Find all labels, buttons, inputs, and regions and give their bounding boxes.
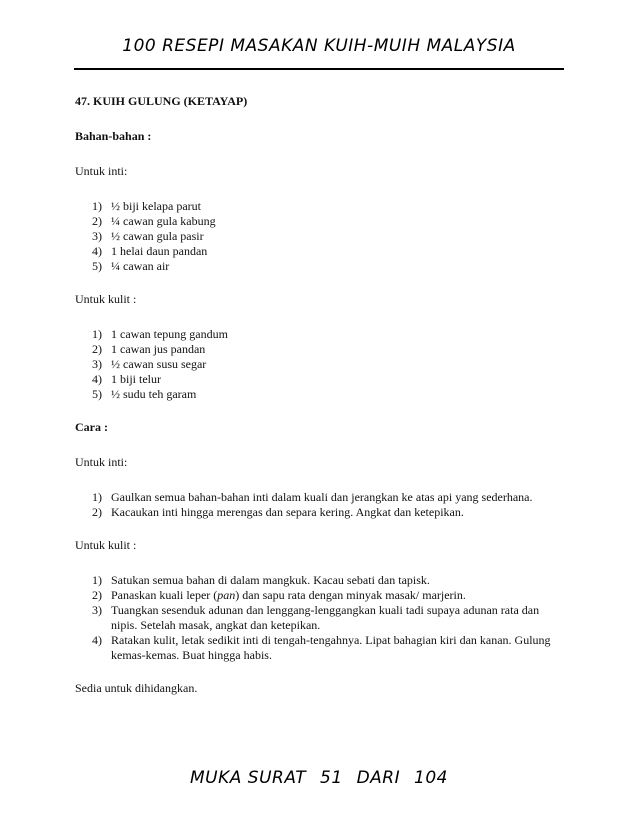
footer-prefix: MUKA SURAT (190, 768, 307, 788)
page-header-title: 100 RESEPI MASAKAN KUIH-MUIH MALAYSIA (122, 36, 516, 56)
list-item: 2) ¼ cawan gula kabung (92, 214, 216, 228)
filling-ingredient-list (75, 199, 565, 274)
method-heading: Cara : (75, 420, 108, 434)
method-filling-label: Untuk inti: (75, 455, 128, 469)
footer-separator: DARI (356, 768, 401, 788)
method-filling-steps (75, 490, 565, 520)
method-skin-label: Untuk kulit : (75, 538, 137, 552)
list-item: 5) ¼ cawan air (92, 259, 170, 273)
footer-total-pages: 104 (414, 768, 448, 788)
list-item: 3) ½ cawan susu segar (92, 357, 207, 371)
list-item: 4) 1 helai daun pandan (92, 244, 208, 258)
list-item: 1) ½ biji kelapa parut (92, 199, 201, 213)
filling-label: Untuk inti: (75, 164, 128, 178)
list-item: 5) ½ sudu teh garam (92, 387, 197, 401)
method-skin-steps (75, 573, 565, 663)
recipe-title: 47. KUIH GULUNG (KETAYAP) (75, 94, 248, 108)
ingredients-heading: Bahan-bahan : (75, 129, 152, 143)
skin-label: Untuk kulit : (75, 292, 137, 306)
closing-note: Sedia untuk dihidangkan. (75, 681, 198, 695)
list-item: 2) 1 cawan jus pandan (92, 342, 206, 356)
list-item: 4) Ratakan kulit, letak sedikit inti di tengah-tengahnya. Lipat bahagian kiri dan kanan. Gulung kemas-kemas. Buat hingga habis. (92, 633, 551, 662)
list-item: 2) Panaskan kuali leper (pan) dan sapu rata dengan minyak masak/ marjerin. (92, 588, 466, 602)
pan-term: pan (217, 588, 236, 602)
list-item: 3) Tuangkan sesenduk adunan dan lenggang-lenggangkan kuali tadi supaya adunan rata dan nipis. Setelah masak, angkat dan ketepikan. (92, 603, 540, 632)
page-footer (0, 768, 638, 788)
header-divider (74, 68, 564, 70)
footer-current-page: 51 (320, 768, 343, 788)
list-item: 1) Satukan semua bahan di dalam mangkuk. Kacau sebati dan tapisk. (92, 573, 430, 587)
skin-ingredient-list (75, 327, 565, 402)
list-item: 2) Kacaukan inti hingga merengas dan separa kering. Angkat dan ketepikan. (92, 505, 464, 519)
list-item: 3) ½ cawan gula pasir (92, 229, 204, 243)
list-item: 1) 1 cawan tepung gandum (92, 327, 228, 341)
list-item: 4) 1 biji telur (92, 372, 161, 386)
list-item: 1) Gaulkan semua bahan-bahan inti dalam kuali dan jerangkan ke atas api yang sederhana. (92, 490, 533, 504)
recipe-content (75, 94, 565, 696)
